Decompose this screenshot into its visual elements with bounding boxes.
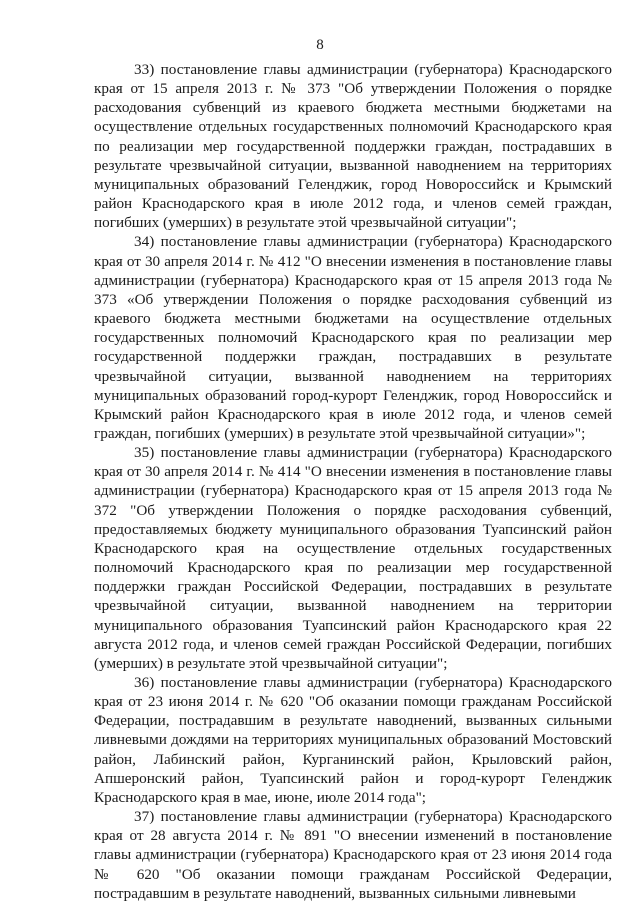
paragraph-item-33: 33) постановление главы администрации (губернатора) Краснодарского края от 15 апреля 2013 г. № 373 "Об утверждении Положения о порядке расходования субвенций из краевого бюджета местными бюджетами на осуществление отдельных государственных полномочий Краснодарского края по реализации мер государственной поддержки граждан, пострадавших в результате чрезвычайной ситуации, вызванной наводнением на территориях муниципальных образований Геленджик, город Новороссийск и Крымский район Краснодарского края в июле 2012 года, и членов семей граждан, погибших (умерших) в результате этой чрезвычайной ситуации"; [94, 61, 612, 232]
paragraph-item-37: 37) постановление главы администрации (губернатора) Краснодарского края от 28 августа 2014 г. № 891 "О внесении изменений в постановление главы администрации (губернатора) Краснодарского края от 23 июня 2014 года № 620 "Об оказании помощи гражданам Российской Федерации, пострадавшим в результате наводнений, вызванных сильными ливневыми [94, 808, 612, 902]
paragraph-item-34: 34) постановление главы администрации (губернатора) Краснодарского края от 30 апреля 2014 г. № 412 "О внесении изменения в постановление главы администрации (губернатора) Краснодарского края от 15 апреля 2013 года № 373 «Об утверждении Положения о порядке расходования субвенций из краевого бюджета местными бюджетами на осуществление отдельных государственных полномочий Краснодарского края по реализации мер государственной поддержки граждан, пострадавших в результате чрезвычайной ситуации, вызванной наводнением на территориях муниципальных образований город-курорт Геленджик, город Новороссийск и Крымский район Краснодарского края в июле 2012 года, и членов семей граждан, погибших (умерших) в результате этой чрезвычайной ситуации»"; [94, 233, 612, 442]
document-body [94, 60, 612, 903]
paragraph-item-36: 36) постановление главы администрации (губернатора) Краснодарского края от 23 июня 2014 г. № 620 "Об оказании помощи гражданам Российской Федерации, пострадавшим в результате наводнений, вызванных сильными ливневыми дождями на территориях муниципальных образований Мостовский район, Лабинский район, Курганинский район, Крыловский район, Апшеронский район, Туапсинский район и город-курорт Геленджик Краснодарского края в мае, июне, июле 2014 года"; [94, 674, 612, 806]
paragraph-item-35: 35) постановление главы администрации (губернатора) Краснодарского края от 30 апреля 2014 г. № 414 "О внесении изменения в постановление главы администрации (губернатора) Краснодарского края от 15 апреля 2013 года № 372 "Об утверждении Положения о порядке расходования субвенций, предоставляемых бюджету муниципального образования Туапсинский район Краснодарского края на осуществление отдельных государственных полномочий Краснодарского края по реализации мер государственной поддержки граждан Российской Федерации, пострадавших в результате чрезвычайной ситуации, вызванной наводнением на территории муниципального образования Туапсинский район Краснодарского края 22 августа 2012 года, и членов семей граждан Российской Федерации, погибших (умерших) в результате этой чрезвычайной ситуации"; [94, 444, 612, 672]
page-number: 8 [316, 37, 324, 53]
